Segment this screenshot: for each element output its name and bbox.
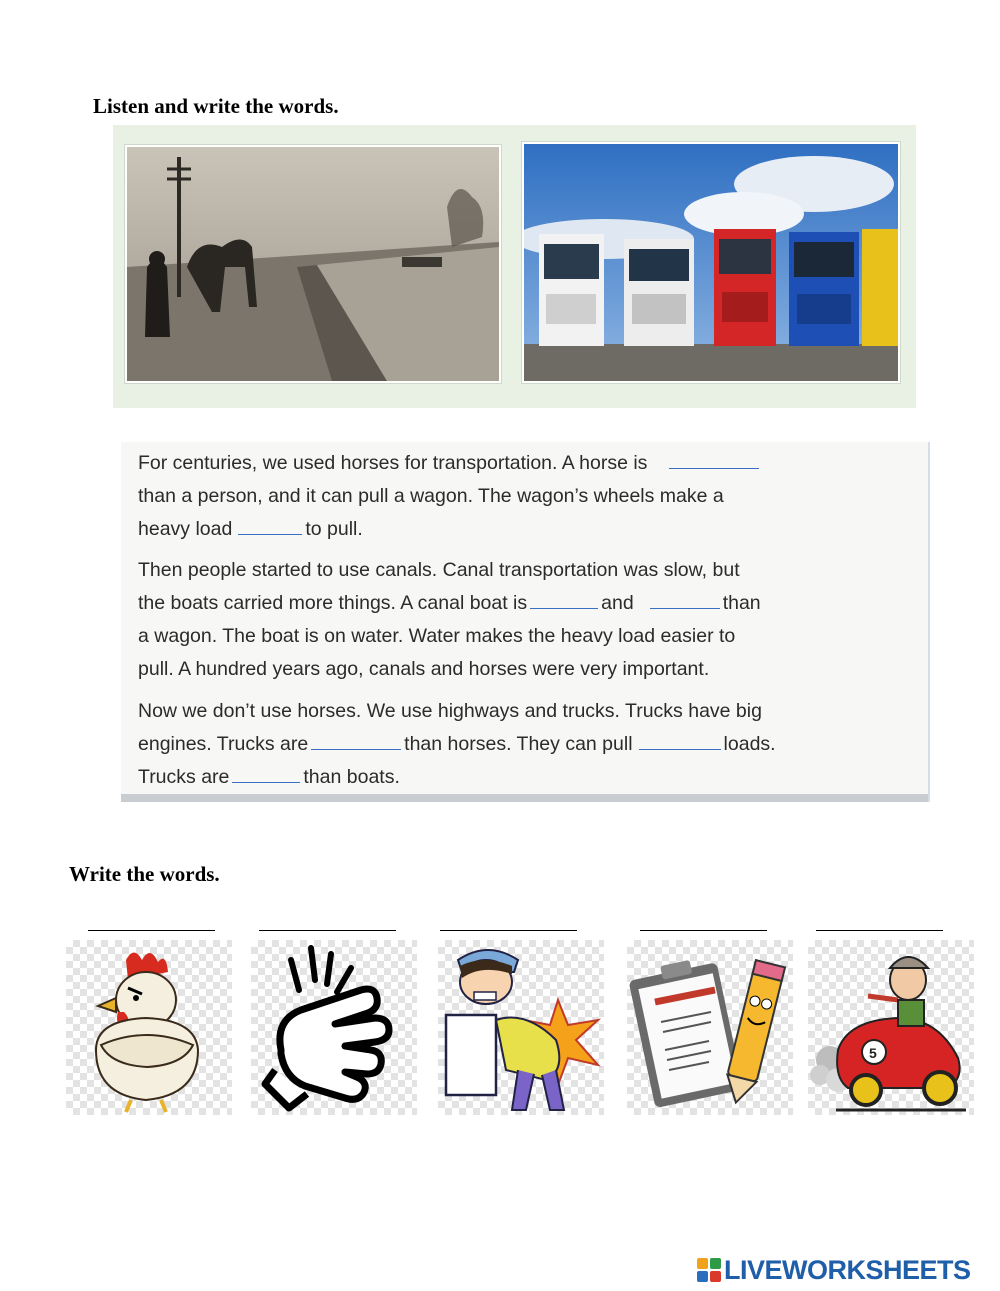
paragraph-horses bbox=[138, 447, 908, 546]
heavy-box-boy-icon bbox=[438, 940, 604, 1115]
svg-text:5: 5 bbox=[869, 1045, 877, 1061]
strong-rooster-icon bbox=[66, 940, 232, 1115]
answer-line-4[interactable] bbox=[640, 930, 767, 931]
passage-text: than bbox=[722, 592, 761, 614]
trucks-photo-icon bbox=[524, 144, 898, 381]
passage-text: loads. bbox=[723, 733, 776, 755]
passage-text: pull. A hundred years ago, canals and horses were very important. bbox=[138, 658, 710, 680]
passage-text: and bbox=[601, 592, 634, 614]
answer-blank-6[interactable] bbox=[639, 735, 721, 750]
paragraph-canals bbox=[138, 554, 908, 686]
answer-line-5[interactable] bbox=[816, 930, 943, 931]
answer-blank-1[interactable] bbox=[669, 454, 759, 469]
passage-text: heavy load bbox=[138, 518, 233, 540]
horse-canal-photo-icon bbox=[127, 147, 499, 381]
passage-text: For centuries, we used horses for transportation. A horse is bbox=[138, 452, 648, 474]
liveworksheets-logo bbox=[697, 1253, 971, 1287]
write-heading: Write the words. bbox=[69, 862, 220, 886]
logo-blocks-icon bbox=[697, 1258, 721, 1282]
passage-text: a wagon. The boat is on water. Water makes the heavy load easier to bbox=[138, 625, 736, 647]
paragraph-trucks bbox=[138, 695, 908, 794]
remember-clipboard-pencil-icon bbox=[627, 940, 793, 1115]
reading-passage-panel bbox=[121, 442, 930, 802]
passage-text: than boats. bbox=[303, 766, 400, 788]
answer-blank-5[interactable] bbox=[311, 735, 401, 750]
passage-text: than a person, and it can pull a wagon. The wagon’s wheels make a bbox=[138, 485, 724, 507]
panel-shadow bbox=[121, 794, 928, 802]
picture-heavy bbox=[438, 940, 604, 1115]
logo-text: LIVEWORKSHEETS bbox=[724, 1254, 971, 1285]
passage-text: Now we don’t use horses. We use highways and trucks. Trucks have big bbox=[138, 700, 762, 722]
passage-text: to pull. bbox=[305, 518, 363, 540]
passage-text: than horses. They can pull bbox=[404, 733, 633, 755]
horse-canal-photo bbox=[125, 145, 501, 383]
answer-line-2[interactable] bbox=[259, 930, 396, 931]
photo-panel bbox=[113, 125, 916, 408]
trucks-photo bbox=[522, 142, 900, 383]
picture-remember bbox=[627, 940, 793, 1115]
listen-heading: Listen and write the words. bbox=[93, 94, 339, 118]
passage-text: engines. Trucks are bbox=[138, 733, 309, 755]
answer-blank-2[interactable] bbox=[238, 520, 302, 535]
picture-fast bbox=[251, 940, 417, 1115]
passage-text: Trucks are bbox=[138, 766, 230, 788]
picture-fast-car bbox=[808, 940, 974, 1115]
snapping-fingers-icon bbox=[251, 940, 417, 1115]
answer-blank-3[interactable] bbox=[530, 594, 598, 609]
passage-text: Then people started to use canals. Canal transportation was slow, but bbox=[138, 559, 740, 581]
answer-line-1[interactable] bbox=[88, 930, 215, 931]
answer-line-3[interactable] bbox=[440, 930, 577, 931]
passage-text: the boats carried more things. A canal boat is bbox=[138, 592, 528, 614]
answer-blank-7[interactable] bbox=[232, 768, 300, 783]
fast-race-car-icon bbox=[808, 940, 974, 1115]
answer-blank-4[interactable] bbox=[650, 594, 720, 609]
picture-strong bbox=[66, 940, 232, 1115]
